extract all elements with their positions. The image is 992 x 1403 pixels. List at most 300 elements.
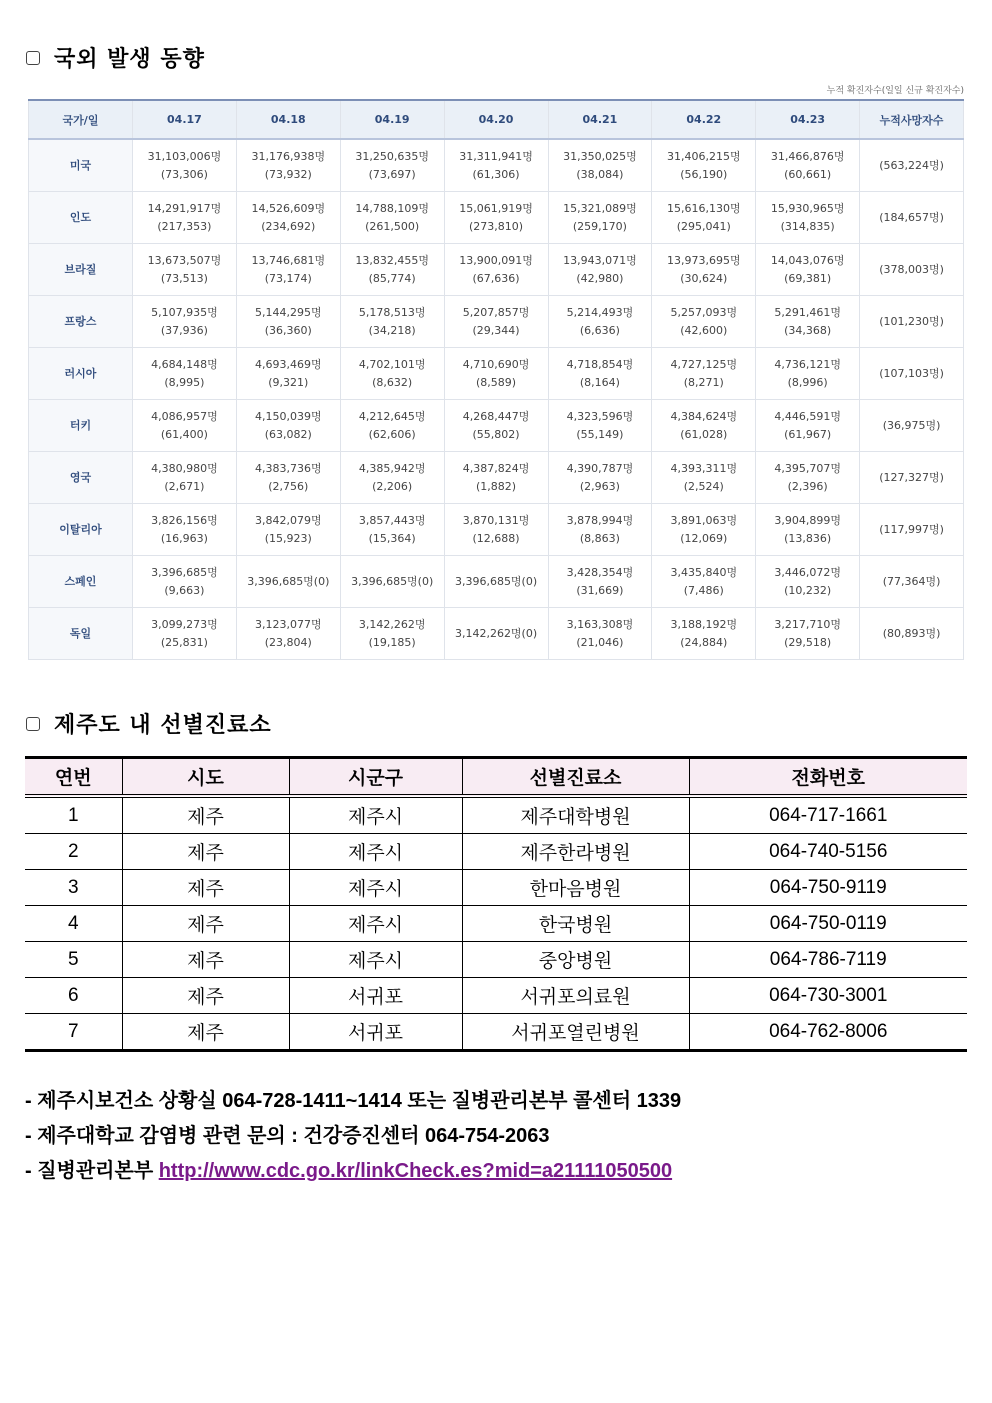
cumulative-cases: 4,385,942명 xyxy=(358,461,426,475)
cumulative-cases: 4,393,311명 xyxy=(670,461,738,475)
case-count-cell xyxy=(548,139,652,192)
daily-new-cases: (29,518) xyxy=(784,635,832,649)
cumulative-cases: 3,142,262명(0) xyxy=(454,626,538,640)
kcdc-link[interactable]: http://www.cdc.go.kr/linkCheck.es?mid=a21111050500 xyxy=(158,1160,673,1182)
daily-new-cases: (15,923) xyxy=(264,531,312,545)
cumulative-cases: 3,870,131명 xyxy=(462,513,530,527)
column-header: 04.19 xyxy=(340,100,444,139)
daily-new-cases: (61,306) xyxy=(472,167,520,181)
cumulative-deaths-cell: (107,103명) xyxy=(860,348,964,400)
case-count-cell xyxy=(133,192,237,244)
daily-new-cases: (36,360) xyxy=(264,323,312,337)
daily-new-cases: (9,321) xyxy=(268,375,309,389)
table-row xyxy=(25,870,967,906)
cumulative-cases: 14,291,917명 xyxy=(147,201,222,215)
case-count-cell xyxy=(444,556,548,608)
daily-new-cases: (34,368) xyxy=(784,323,832,337)
daily-new-cases: (314,835) xyxy=(780,219,835,233)
province-cell: 제주 xyxy=(122,906,289,942)
column-header: 04.23 xyxy=(756,100,860,139)
daily-new-cases: (19,185) xyxy=(368,635,416,649)
checkbox-square-icon xyxy=(26,717,40,731)
daily-new-cases: (56,190) xyxy=(680,167,728,181)
case-count-cell xyxy=(444,192,548,244)
column-header: 시군구 xyxy=(289,758,462,797)
daily-new-cases: (259,170) xyxy=(572,219,627,233)
clinic-name-cell: 중앙병원 xyxy=(462,942,689,978)
country-cell: 영국 xyxy=(29,452,133,504)
cumulative-deaths-cell: (117,997명) xyxy=(860,504,964,556)
clinic-name-cell: 한국병원 xyxy=(462,906,689,942)
case-count-cell xyxy=(444,244,548,296)
case-count-cell xyxy=(236,556,340,608)
case-count-cell xyxy=(340,296,444,348)
daily-new-cases: (67,636) xyxy=(472,271,520,285)
case-count-cell xyxy=(133,296,237,348)
column-header: 04.21 xyxy=(548,100,652,139)
case-count-cell xyxy=(340,348,444,400)
cumulative-cases: 3,163,308명 xyxy=(566,617,634,631)
cumulative-cases: 31,176,938명 xyxy=(251,149,326,163)
country-cell: 스페인 xyxy=(29,556,133,608)
cumulative-cases: 15,616,130명 xyxy=(667,201,741,215)
country-cell: 브라질 xyxy=(29,244,133,296)
cumulative-cases: 3,123,077명 xyxy=(255,617,322,631)
table-row xyxy=(29,608,964,660)
case-count-cell xyxy=(652,192,756,244)
case-count-cell xyxy=(340,452,444,504)
case-count-cell xyxy=(652,608,756,660)
cumulative-cases: 3,857,443명 xyxy=(358,513,426,527)
table-row xyxy=(29,296,964,348)
cumulative-cases: 3,435,840명 xyxy=(670,565,738,579)
table-row xyxy=(29,192,964,244)
cumulative-cases: 3,904,899명 xyxy=(774,513,841,527)
daily-new-cases: (73,932) xyxy=(264,167,312,181)
case-count-cell xyxy=(444,296,548,348)
daily-new-cases: (295,041) xyxy=(676,219,731,233)
cumulative-cases: 4,727,125명 xyxy=(670,357,738,371)
case-count-cell xyxy=(548,296,652,348)
daily-new-cases: (15,364) xyxy=(368,531,416,545)
daily-new-cases: (8,271) xyxy=(683,375,724,389)
cumulative-cases: 14,526,609명 xyxy=(251,201,326,215)
cumulative-deaths-cell: (77,364명) xyxy=(860,556,964,608)
case-count-cell xyxy=(236,452,340,504)
table-row xyxy=(29,244,964,296)
daily-new-cases: (8,164) xyxy=(579,375,620,389)
daily-new-cases: (8,863) xyxy=(579,531,620,545)
cumulative-cases: 5,207,857명 xyxy=(462,305,530,319)
case-count-cell xyxy=(756,504,860,556)
note-kcdc xyxy=(25,1154,681,1189)
daily-new-cases: (38,084) xyxy=(576,167,624,181)
daily-new-cases: (10,232) xyxy=(784,583,832,597)
cumulative-cases: 5,144,295명 xyxy=(255,305,322,319)
city-cell: 제주시 xyxy=(289,906,462,942)
daily-new-cases: (30,624) xyxy=(680,271,728,285)
column-header: 누적사망자수 xyxy=(860,100,964,139)
table-row xyxy=(25,1014,967,1051)
clinic-name-cell: 한마음병원 xyxy=(462,870,689,906)
contact-notes xyxy=(25,1084,681,1189)
cumulative-cases: 15,930,965명 xyxy=(770,201,845,215)
daily-new-cases: (1,882) xyxy=(476,479,517,493)
daily-new-cases: (85,774) xyxy=(368,271,416,285)
case-count-cell xyxy=(548,504,652,556)
daily-new-cases: (73,513) xyxy=(160,271,208,285)
column-header: 시도 xyxy=(122,758,289,797)
daily-new-cases: (63,082) xyxy=(264,427,312,441)
case-count-cell xyxy=(652,452,756,504)
daily-new-cases: (2,963) xyxy=(579,479,620,493)
case-count-cell xyxy=(548,348,652,400)
case-count-cell xyxy=(756,348,860,400)
daily-new-cases: (62,606) xyxy=(368,427,416,441)
city-cell: 제주시 xyxy=(289,942,462,978)
province-cell: 제주 xyxy=(122,834,289,870)
case-count-cell xyxy=(652,348,756,400)
cumulative-cases: 4,736,121명 xyxy=(774,357,841,371)
daily-new-cases: (73,174) xyxy=(264,271,312,285)
case-count-cell xyxy=(236,139,340,192)
daily-new-cases: (37,936) xyxy=(160,323,208,337)
cumulative-cases: 3,217,710명 xyxy=(774,617,841,631)
cumulative-cases: 5,291,461명 xyxy=(774,305,841,319)
daily-new-cases: (8,589) xyxy=(476,375,517,389)
case-count-cell xyxy=(340,608,444,660)
cumulative-cases: 13,943,071명 xyxy=(563,253,637,267)
cumulative-deaths-cell: (101,230명) xyxy=(860,296,964,348)
cumulative-deaths-cell: (80,893명) xyxy=(860,608,964,660)
cumulative-cases: 4,446,591명 xyxy=(774,409,841,423)
case-count-cell xyxy=(133,452,237,504)
section-title-jeju-clinics xyxy=(26,708,272,739)
city-cell: 서귀포 xyxy=(289,1014,462,1051)
cumulative-cases: 31,466,876명 xyxy=(770,149,845,163)
country-cell: 터키 xyxy=(29,400,133,452)
cumulative-cases: 3,842,079명 xyxy=(255,513,322,527)
city-cell: 서귀포 xyxy=(289,978,462,1014)
cumulative-cases: 3,396,685명(0) xyxy=(454,574,538,588)
cumulative-cases: 4,390,787명 xyxy=(566,461,634,475)
cumulative-cases: 3,446,072명 xyxy=(774,565,841,579)
case-count-cell xyxy=(444,400,548,452)
cumulative-cases: 3,396,685명(0) xyxy=(351,574,434,588)
table-header-row xyxy=(25,758,967,797)
cumulative-cases: 31,406,215명 xyxy=(667,149,741,163)
row-number-cell: 3 xyxy=(25,870,122,906)
case-count-cell xyxy=(652,504,756,556)
case-count-cell xyxy=(236,504,340,556)
daily-new-cases: (23,804) xyxy=(264,635,312,649)
case-count-cell xyxy=(652,400,756,452)
table-row xyxy=(25,834,967,870)
case-count-cell xyxy=(236,296,340,348)
case-count-cell xyxy=(236,244,340,296)
case-count-cell xyxy=(652,296,756,348)
cumulative-cases: 4,710,690명 xyxy=(462,357,530,371)
table-row xyxy=(29,400,964,452)
city-cell: 제주시 xyxy=(289,870,462,906)
daily-new-cases: (234,692) xyxy=(261,219,316,233)
case-count-cell xyxy=(756,244,860,296)
daily-new-cases: (2,206) xyxy=(372,479,413,493)
case-count-cell xyxy=(652,556,756,608)
case-count-cell xyxy=(444,608,548,660)
phone-number-cell: 064-762-8006 xyxy=(689,1014,967,1051)
country-cell: 독일 xyxy=(29,608,133,660)
case-count-cell xyxy=(340,139,444,192)
daily-new-cases: (261,500) xyxy=(365,219,420,233)
column-header: 04.20 xyxy=(444,100,548,139)
cumulative-cases: 4,693,469명 xyxy=(255,357,322,371)
case-count-cell xyxy=(756,139,860,192)
cumulative-cases: 5,107,935명 xyxy=(151,305,218,319)
daily-new-cases: (55,802) xyxy=(472,427,520,441)
daily-new-cases: (2,671) xyxy=(164,479,205,493)
column-header: 04.17 xyxy=(133,100,237,139)
province-cell: 제주 xyxy=(122,1014,289,1051)
phone-number-cell: 064-717-1661 xyxy=(689,796,967,834)
phone-number-cell: 064-740-5156 xyxy=(689,834,967,870)
daily-new-cases: (69,381) xyxy=(784,271,832,285)
case-count-cell xyxy=(444,452,548,504)
daily-new-cases: (217,353) xyxy=(157,219,212,233)
table-row xyxy=(29,504,964,556)
case-count-cell xyxy=(756,400,860,452)
case-count-cell xyxy=(444,504,548,556)
daily-new-cases: (73,306) xyxy=(160,167,208,181)
column-header: 연번 xyxy=(25,758,122,797)
cumulative-cases: 13,973,695명 xyxy=(667,253,741,267)
cumulative-cases: 5,178,513명 xyxy=(358,305,426,319)
daily-new-cases: (9,663) xyxy=(164,583,205,597)
cumulative-cases: 4,086,957명 xyxy=(151,409,218,423)
case-count-cell xyxy=(652,244,756,296)
daily-new-cases: (2,524) xyxy=(683,479,724,493)
cumulative-cases: 4,387,824명 xyxy=(462,461,530,475)
case-count-cell xyxy=(756,556,860,608)
section-title-text: 제주도 내 선별진료소 xyxy=(54,713,272,738)
case-count-cell xyxy=(444,348,548,400)
row-number-cell: 2 xyxy=(25,834,122,870)
daily-new-cases: (42,600) xyxy=(680,323,728,337)
case-count-cell xyxy=(340,244,444,296)
daily-new-cases: (2,396) xyxy=(787,479,828,493)
case-count-cell xyxy=(548,608,652,660)
case-count-cell xyxy=(444,139,548,192)
daily-new-cases: (73,697) xyxy=(368,167,416,181)
row-number-cell: 5 xyxy=(25,942,122,978)
table-header-row xyxy=(29,100,964,139)
case-count-cell xyxy=(236,400,340,452)
cumulative-cases: 4,684,148명 xyxy=(151,357,218,371)
table-row xyxy=(29,452,964,504)
clinic-name-cell: 제주대학병원 xyxy=(462,796,689,834)
clinic-name-cell: 서귀포의료원 xyxy=(462,978,689,1014)
case-count-cell xyxy=(133,139,237,192)
cumulative-cases: 13,832,455명 xyxy=(355,253,429,267)
international-cases-table xyxy=(28,99,964,660)
country-cell: 프랑스 xyxy=(29,296,133,348)
column-header: 국가/일 xyxy=(29,100,133,139)
table-row xyxy=(25,978,967,1014)
case-count-cell xyxy=(340,556,444,608)
daily-new-cases: (21,046) xyxy=(576,635,624,649)
row-number-cell: 7 xyxy=(25,1014,122,1051)
case-count-cell xyxy=(756,192,860,244)
province-cell: 제주 xyxy=(122,978,289,1014)
cumulative-cases: 4,268,447명 xyxy=(462,409,530,423)
daily-new-cases: (61,400) xyxy=(160,427,208,441)
daily-new-cases: (61,028) xyxy=(680,427,728,441)
note-health-center: - 제주시보건소 상황실 064-728-1411~1414 또는 질병관리본부 콜센터 1339 xyxy=(25,1090,682,1112)
case-count-cell xyxy=(548,192,652,244)
clinic-name-cell: 서귀포열린병원 xyxy=(462,1014,689,1051)
table-row xyxy=(29,348,964,400)
cumulative-cases: 4,702,101명 xyxy=(358,357,426,371)
column-header: 04.22 xyxy=(652,100,756,139)
table-row xyxy=(25,906,967,942)
case-count-cell xyxy=(133,348,237,400)
phone-number-cell: 064-786-7119 xyxy=(689,942,967,978)
daily-new-cases: (8,996) xyxy=(787,375,828,389)
cumulative-cases: 5,214,493명 xyxy=(566,305,634,319)
daily-new-cases: (60,661) xyxy=(784,167,832,181)
cumulative-deaths-cell: (378,003명) xyxy=(860,244,964,296)
phone-number-cell: 064-730-3001 xyxy=(689,978,967,1014)
province-cell: 제주 xyxy=(122,796,289,834)
table-row xyxy=(29,139,964,192)
case-count-cell xyxy=(548,400,652,452)
cumulative-cases: 31,103,006명 xyxy=(147,149,222,163)
case-count-cell xyxy=(236,348,340,400)
unit-note: 누적 확진자수(일일 신규 확진자수) xyxy=(826,86,964,96)
daily-new-cases: (6,636) xyxy=(579,323,620,337)
cumulative-cases: 15,061,919명 xyxy=(459,201,533,215)
row-number-cell: 6 xyxy=(25,978,122,1014)
cumulative-cases: 3,396,685명(0) xyxy=(247,574,330,588)
checkbox-square-icon xyxy=(26,51,40,65)
case-count-cell xyxy=(340,400,444,452)
cumulative-cases: 3,396,685명 xyxy=(151,565,218,579)
cumulative-cases: 13,746,681명 xyxy=(251,253,326,267)
cumulative-cases: 5,257,093명 xyxy=(670,305,738,319)
daily-new-cases: (31,669) xyxy=(576,583,624,597)
column-header: 선별진료소 xyxy=(462,758,689,797)
note-kcdc-label: - 질병관리본부 xyxy=(25,1160,159,1182)
country-cell: 이탈리아 xyxy=(29,504,133,556)
country-cell: 인도 xyxy=(29,192,133,244)
cumulative-cases: 3,826,156명 xyxy=(151,513,218,527)
cumulative-cases: 31,311,941명 xyxy=(459,149,533,163)
case-count-cell xyxy=(133,556,237,608)
city-cell: 제주시 xyxy=(289,796,462,834)
cumulative-cases: 4,718,854명 xyxy=(566,357,634,371)
table-row xyxy=(25,942,967,978)
cumulative-cases: 3,428,354명 xyxy=(566,565,634,579)
cumulative-cases: 13,673,507명 xyxy=(147,253,222,267)
daily-new-cases: (8,632) xyxy=(372,375,413,389)
cumulative-deaths-cell: (127,327명) xyxy=(860,452,964,504)
daily-new-cases: (12,688) xyxy=(472,531,520,545)
daily-new-cases: (7,486) xyxy=(683,583,724,597)
cumulative-cases: 3,188,192명 xyxy=(670,617,738,631)
section-title-text: 국외 발생 동향 xyxy=(54,47,205,72)
case-count-cell xyxy=(340,504,444,556)
case-count-cell xyxy=(133,608,237,660)
cumulative-cases: 13,900,091명 xyxy=(459,253,533,267)
case-count-cell xyxy=(756,452,860,504)
daily-new-cases: (12,069) xyxy=(680,531,728,545)
note-university: - 제주대학교 감염병 관련 문의 : 건강증진센터 064-754-2063 xyxy=(25,1125,550,1147)
case-count-cell xyxy=(236,192,340,244)
jeju-clinics-table xyxy=(25,756,967,1052)
daily-new-cases: (55,149) xyxy=(576,427,624,441)
case-count-cell xyxy=(236,608,340,660)
cumulative-cases: 4,212,645명 xyxy=(358,409,426,423)
cumulative-cases: 3,099,273명 xyxy=(151,617,218,631)
daily-new-cases: (29,344) xyxy=(472,323,520,337)
cumulative-deaths-cell: (36,975명) xyxy=(860,400,964,452)
cumulative-cases: 4,384,624명 xyxy=(670,409,738,423)
province-cell: 제주 xyxy=(122,942,289,978)
daily-new-cases: (13,836) xyxy=(784,531,832,545)
daily-new-cases: (273,810) xyxy=(469,219,524,233)
row-number-cell: 1 xyxy=(25,796,122,834)
daily-new-cases: (24,884) xyxy=(680,635,728,649)
case-count-cell xyxy=(133,244,237,296)
daily-new-cases: (8,995) xyxy=(164,375,205,389)
cumulative-cases: 4,380,980명 xyxy=(151,461,218,475)
cumulative-cases: 4,395,707명 xyxy=(774,461,841,475)
cumulative-cases: 14,043,076명 xyxy=(770,253,845,267)
table-row xyxy=(25,796,967,834)
cumulative-cases: 4,150,039명 xyxy=(255,409,322,423)
cumulative-deaths-cell: (563,224명) xyxy=(860,139,964,192)
cumulative-cases: 31,250,635명 xyxy=(355,149,429,163)
case-count-cell xyxy=(548,556,652,608)
daily-new-cases: (2,756) xyxy=(268,479,309,493)
case-count-cell xyxy=(756,296,860,348)
cumulative-deaths-cell: (184,657명) xyxy=(860,192,964,244)
cumulative-cases: 31,350,025명 xyxy=(563,149,637,163)
case-count-cell xyxy=(340,192,444,244)
daily-new-cases: (16,963) xyxy=(160,531,208,545)
cumulative-cases: 3,878,994명 xyxy=(566,513,634,527)
case-count-cell xyxy=(652,139,756,192)
daily-new-cases: (34,218) xyxy=(368,323,416,337)
table-row xyxy=(29,556,964,608)
case-count-cell xyxy=(756,608,860,660)
row-number-cell: 4 xyxy=(25,906,122,942)
case-count-cell xyxy=(548,244,652,296)
column-header: 전화번호 xyxy=(689,758,967,797)
daily-new-cases: (42,980) xyxy=(576,271,624,285)
country-cell: 러시아 xyxy=(29,348,133,400)
cumulative-cases: 14,788,109명 xyxy=(355,201,429,215)
cumulative-cases: 4,383,736명 xyxy=(255,461,322,475)
case-count-cell xyxy=(133,504,237,556)
province-cell: 제주 xyxy=(122,870,289,906)
daily-new-cases: (61,967) xyxy=(784,427,832,441)
cumulative-cases: 3,891,063명 xyxy=(670,513,738,527)
case-count-cell xyxy=(548,452,652,504)
cumulative-cases: 3,142,262명 xyxy=(358,617,426,631)
cumulative-cases: 15,321,089명 xyxy=(563,201,637,215)
cumulative-cases: 4,323,596명 xyxy=(566,409,634,423)
